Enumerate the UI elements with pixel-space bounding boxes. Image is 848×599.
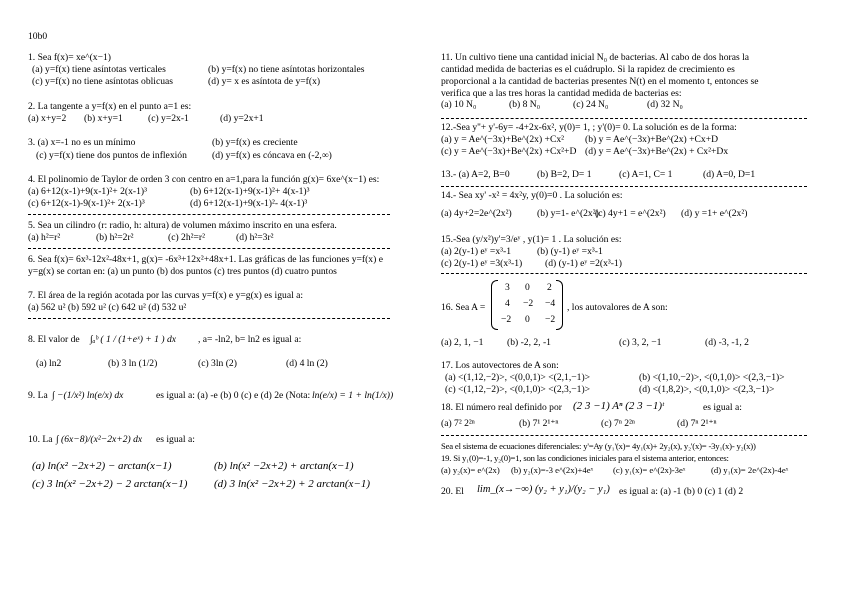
q15-stem: 15.-Sea (y/x²)y'=3/eʸ , y(1)= 1 . La solución es:	[441, 234, 622, 245]
q17-option-d: (d) <(1,8,2)>, <(0,1,0)> <(2,3,−1)>	[639, 384, 775, 395]
q9-text: es igual a: (a) -e (b) 0 (c) e (d) 2e (Nota:	[156, 390, 311, 401]
matrix-cell: 4	[505, 298, 510, 309]
exam-code: 10b0	[28, 31, 48, 42]
q13-option-d: (d) A=0, D=1	[703, 169, 756, 180]
q14-option-b: (b) y=1- e^(2x²)	[537, 208, 599, 219]
matrix-cell: −2	[545, 314, 556, 325]
q16-option-c: (c) 3, 2, −1	[619, 337, 662, 348]
q8-integral-formula: ∫ₐᵇ ( 1 / (1+eˣ) + 1 ) dx	[90, 334, 177, 345]
q15-option-b: (b) (y-1) eʸ =x³-1	[537, 246, 603, 257]
matrix-cell: −2	[501, 314, 512, 325]
q9-note: ln(e/x) = 1 + ln(1/x))	[312, 390, 394, 401]
q13-option-c: (c) A=1, C= 1	[619, 169, 673, 180]
q4-option-b: (b) 6+12(x-1)+9(x-1)²+ 4(x-1)³	[190, 186, 310, 197]
q2-stem: 2. La tangente a y=f(x) en el punto a=1 es:	[28, 101, 192, 112]
q8-option-d: (d) 4 ln (2)	[286, 358, 328, 369]
q4-option-a: (a) 6+12(x-1)+9(x-1)²+ 2(x-1)³	[28, 186, 147, 197]
q11-line3: proporcional a la cantidad de bacterias presentes N(t) en el momento t, entonces se	[441, 76, 759, 87]
matrix-cell: 0	[525, 282, 530, 293]
q16-prefix: 16. Sea A =	[441, 302, 486, 313]
matrix-cell: 3	[505, 282, 510, 293]
q17-option-a: (a) <(1,12,−2)>, <(0,0,1)> <(2,1,−1)>	[445, 372, 591, 383]
q5-stem: 5. Sea un cilindro (r: radio, h: altura) de volumen máximo inscrito en una esfera.	[28, 220, 337, 231]
q5-option-d: (d) h²=3r²	[236, 232, 274, 243]
q13-option-a: 13.- (a) A=2, B=0	[441, 169, 510, 180]
q18-option-a: (a) 7² 2²ⁿ	[441, 418, 475, 429]
matrix-left-bracket	[491, 280, 498, 330]
divider	[28, 248, 390, 249]
divider	[28, 318, 390, 319]
q19-intro: Sea el sistema de ecuaciones diferenciales: y'=Ay (y₁'(x)= 4y₁(x)+ 2y₂(x), y₂'(x)= -3y₁(x)- y₂(x))	[441, 441, 756, 451]
q14-option-d: (d) y =1+ e^(2x²)	[681, 208, 748, 219]
divider	[441, 435, 807, 436]
q12-option-a: (a) y = Ae^(−3x)+Be^(2x) +Cx²	[441, 134, 565, 145]
q3-option-c: (c) y=f(x) tiene dos puntos de inflexión	[36, 150, 187, 161]
q10-prefix: 10. La	[28, 434, 53, 445]
matrix-right-bracket	[556, 280, 563, 330]
q18-formula: (2 3 −1) Aⁿ (2 3 −1)ᵗ	[573, 400, 664, 412]
q10-option-c: (c) 3 ln(x² −2x+2) − 2 arctan(x−1)	[32, 478, 188, 490]
q15-option-a: (a) 2(y-1) eʸ =x³-1	[441, 246, 511, 257]
q13-option-b: (b) B=2, D= 1	[537, 169, 592, 180]
q10-integral-formula: ∫ (6x−8)/(x²−2x+2) dx	[56, 434, 143, 445]
q17-stem: 17. Los autovectores de A son:	[441, 360, 559, 371]
divider	[28, 214, 390, 215]
q3-option-b: (b) y=f(x) es creciente	[212, 137, 298, 148]
q6-line1: 6. Sea f(x)= 6x³-12x²-48x+1, g(x)= -6x³+12x²+48x+1. Las gráficas de las funciones y=f(x) e	[28, 254, 383, 265]
q8-option-b: (b) 3 ln (1/2)	[108, 358, 158, 369]
matrix-cell: 0	[525, 314, 530, 325]
matrix-cell: −4	[545, 298, 556, 309]
q18-suffix: es igual a:	[703, 402, 742, 413]
q1-option-c: (c) y=f(x) no tiene asíntotas oblicuas	[32, 76, 174, 87]
q8-prefix: 8. El valor de	[28, 334, 80, 345]
q15-option-c: (c) 2(y-1) eʸ =3(x³-1)	[441, 258, 523, 269]
q9-integral-formula: ∫ −(1/x²) ln(e/x) dx	[52, 390, 124, 401]
q10-option-a: (a) ln(x² −2x+2) − arctan(x−1)	[32, 460, 172, 472]
q6-line2: y=g(x) se cortan en: (a) un punto (b) dos puntos (c) tres puntos (d) cuatro puntos	[28, 266, 337, 277]
q15-option-d: (d) (y-1) eʸ =2(x³-1)	[545, 258, 622, 269]
q3-option-a: 3. (a) x=-1 no es un mínimo	[28, 137, 136, 148]
q19-option-b: (b) y₂(x)=-3 e^(2x)+4eˣ	[511, 465, 594, 475]
q7-stem: 7. El área de la región acotada por las curvas y=f(x) e y=g(x) es igual a:	[28, 290, 304, 301]
q10-option-d: (d) 3 ln(x² −2x+2) + 2 arctan(x−1)	[214, 478, 370, 490]
q20-limit-formula: lim_(x→−∞) (y₂ + y₁)/(y₂ − y₁)	[477, 484, 610, 495]
q7-options: (a) 562 u² (b) 592 u² (c) 642 u² (d) 532 u²	[28, 302, 187, 313]
q12-option-c: (c) y = Ae^(−3x)+Be^(2x) +Cx²+D	[441, 146, 577, 157]
q17-option-b: (b) <(1,10,−2)>, <(0,1,0)> <(2,3,−1)>	[639, 372, 785, 383]
q3-option-d: (d) y=f(x) es cóncava en (-2,∞)	[212, 150, 332, 161]
q10-suffix: es igual a:	[156, 434, 195, 445]
q12-stem: 12.-Sea y''+ y'-6y= -4+2x-6x², y(0)= 1, ; y'(0)= 0. La solución es de la forma:	[441, 122, 737, 133]
q11-option-a: (a) 10 N₀	[441, 99, 477, 110]
q4-stem: 4. El polinomio de Taylor de orden 3 con centro en a=1,para la función g(x)= 6xe^(x−1) es:	[28, 174, 380, 185]
q8-suffix: , a= -ln2, b= ln2 es igual a:	[198, 334, 302, 345]
q16-suffix: , los autovalores de A son:	[567, 302, 668, 313]
q2-option-b: (b) x+y=1	[84, 113, 123, 124]
q17-option-c: (c) <(1,12,−2)>, <(0,1,0)> <(2,3,−1)>	[445, 384, 591, 395]
q2-option-d: (d) y=2x+1	[220, 113, 264, 124]
q11-option-b: (b) 8 N₀	[509, 99, 541, 110]
q8-option-a: (a) ln2	[36, 358, 62, 369]
matrix-cell: −2	[523, 298, 534, 309]
q5-option-c: (c) 2h²=r²	[168, 232, 205, 243]
matrix-cell: 2	[547, 282, 552, 293]
q5-option-a: (a) h²=r²	[28, 232, 61, 243]
divider	[441, 186, 807, 187]
q18-prefix: 18. El número real definido por	[441, 402, 562, 413]
q19-option-c: (c) y₁(x)= e^(2x)-3eˣ	[613, 465, 686, 475]
q20-prefix: 20. El	[441, 486, 464, 497]
q12-option-b: (b) y = Ae^(−3x)+Be^(2x) +Cx+D	[585, 134, 719, 145]
q1-option-a: (a) y=f(x) tiene asíntotas verticales	[32, 64, 166, 75]
q8-option-c: (c) 3ln (2)	[198, 358, 237, 369]
q18-option-b: (b) 7¹ 2¹⁺ⁿ	[519, 418, 559, 429]
q11-line1: 11. Un cultivo tiene una cantidad inicial N₀ de bacterias. Al cabo de dos horas la	[441, 52, 750, 63]
q16-option-a: (a) 2, 1, −1	[441, 337, 484, 348]
q4-option-d: (d) 6+12(x-1)+9(x-1)²- 4(x-1)³	[190, 198, 308, 209]
divider	[441, 118, 807, 119]
q16-option-d: (d) -3, -1, 2	[705, 337, 749, 348]
divider	[441, 273, 807, 274]
q14-option-c: (c) 4y+1 = e^(2x²)	[595, 208, 666, 219]
q19-option-a: (a) y₂(x)= e^(2x)	[441, 465, 500, 475]
q19-stem: 19. Si y₁(0)=-1, y₂(0)=1, son las condiciones iniciales para el sistema anterior, entonces:	[441, 453, 729, 463]
q1-option-d: (d) y= x es asíntota de y=f(x)	[208, 76, 321, 87]
q5-option-b: (b) h²=2r²	[96, 232, 134, 243]
q12-option-d: (d) y = Ae^(−3x)+Be^(2x) + Cx²+Dx	[585, 146, 729, 157]
q2-option-a: (a) x+y=2	[28, 113, 67, 124]
q11-line4: verifica que a las tres horas la cantidad medida de bacterias es:	[441, 88, 682, 99]
q1-stem: 1. Sea f(x)= xe^(x−1)	[28, 52, 111, 63]
q18-option-c: (c) 7ⁿ 2²ⁿ	[601, 418, 635, 429]
q14-stem: 14.- Sea xy' -x² = 4x²y, y(0)=0 . La solución es:	[441, 190, 623, 201]
q19-option-d: (d) y₁(x)= 2e^(2x)-4eˣ	[711, 465, 789, 475]
q16-matrix	[491, 280, 563, 330]
q4-option-c: (c) 6+12(x-1)-9(x-1)²+ 2(x-1)³	[28, 198, 145, 209]
q16-option-b: (b) -2, 2, -1	[507, 337, 551, 348]
q9-prefix: 9. La	[28, 390, 48, 401]
q11-option-d: (d) 32 N₀	[647, 99, 683, 110]
q18-option-d: (d) 7ⁿ 2¹⁺ⁿ	[677, 418, 717, 429]
q2-option-c: (c) y=2x-1	[148, 113, 189, 124]
q14-option-a: (a) 4y+2=2e^(2x²)	[441, 208, 512, 219]
q1-option-b: (b) y=f(x) no tiene asíntotas horizontales	[208, 64, 365, 75]
q10-option-b: (b) ln(x² −2x+2) + arctan(x−1)	[214, 460, 354, 472]
q20-suffix: es igual a: (a) -1 (b) 0 (c) 1 (d) 2	[619, 486, 744, 497]
q11-line2: cantidad medida de bacterias es el cuádruplo. Si la rapidez de crecimiento es	[441, 64, 735, 75]
q11-option-c: (c) 24 N₀	[573, 99, 609, 110]
